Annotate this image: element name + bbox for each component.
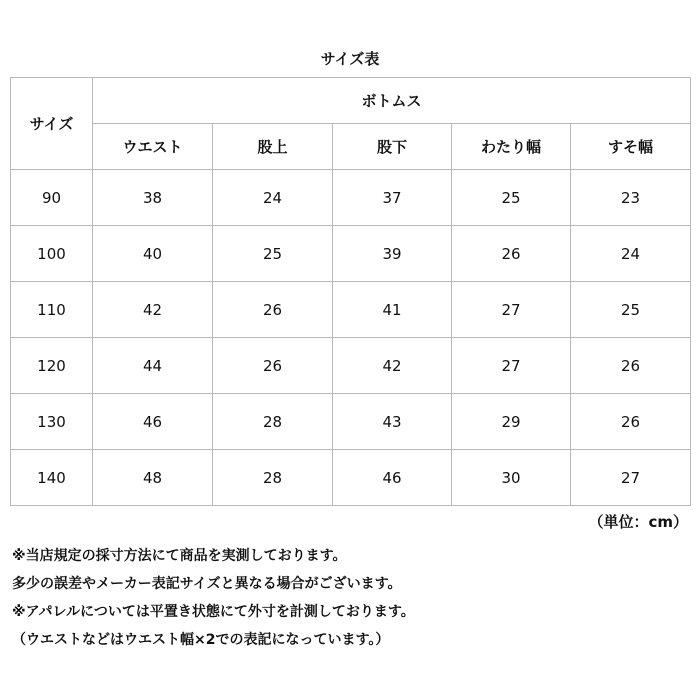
table-cell: 48 (93, 450, 213, 506)
table-cell: 42 (93, 282, 213, 338)
note-line: （ウエストなどはウエスト幅×2での表記になっています。） (12, 632, 390, 648)
size-cell: 120 (11, 338, 93, 394)
table-cell: 27 (452, 338, 571, 394)
size-cell: 100 (11, 226, 93, 282)
table-row (11, 226, 691, 282)
column-header-rise: 股上 (213, 124, 333, 170)
table-cell: 26 (213, 338, 333, 394)
size-cell: 140 (11, 450, 93, 506)
note-line: 多少の誤差やメーカー表記サイズと異なる場合がございます。 (12, 576, 402, 592)
table-cell: 26 (571, 394, 691, 450)
table-row (11, 394, 691, 450)
size-cell: 130 (11, 394, 93, 450)
table-cell: 26 (571, 338, 691, 394)
unit-label: （単位：cm） (588, 513, 688, 531)
note-line: ※当店規定の採寸方法にて商品を実測しております。 (12, 548, 347, 564)
table-cell: 23 (571, 170, 691, 226)
column-header-thigh-width: わたり幅 (452, 124, 571, 170)
table-cell: 44 (93, 338, 213, 394)
table-cell: 42 (333, 338, 452, 394)
table-row (11, 170, 691, 226)
table-cell: 24 (571, 226, 691, 282)
table-cell: 27 (452, 282, 571, 338)
group-header-bottoms: ボトムス (93, 78, 691, 124)
table-row (11, 450, 691, 506)
table-cell: 26 (213, 282, 333, 338)
size-cell: 90 (11, 170, 93, 226)
table-cell: 41 (333, 282, 452, 338)
table-cell: 25 (213, 226, 333, 282)
table-cell: 40 (93, 226, 213, 282)
column-header-hem-width: すそ幅 (571, 124, 691, 170)
table-cell: 46 (93, 394, 213, 450)
table-cell: 28 (213, 450, 333, 506)
size-header: サイズ (11, 78, 93, 170)
note-line: ※アパレルについては平置き状態にて外寸を計測しております。 (12, 604, 415, 620)
table-cell: 28 (213, 394, 333, 450)
table-cell: 26 (452, 226, 571, 282)
table-row (11, 338, 691, 394)
table-cell: 38 (93, 170, 213, 226)
column-header-waist: ウエスト (93, 124, 213, 170)
notes (12, 542, 692, 654)
table-cell: 39 (333, 226, 452, 282)
table-cell: 43 (333, 394, 452, 450)
table-cell: 29 (452, 394, 571, 450)
size-table (10, 77, 691, 506)
size-cell: 110 (11, 282, 93, 338)
table-cell: 30 (452, 450, 571, 506)
table-cell: 37 (333, 170, 452, 226)
page-title: サイズ表 (320, 50, 380, 68)
table-row (11, 282, 691, 338)
table-cell: 25 (571, 282, 691, 338)
table-cell: 27 (571, 450, 691, 506)
table-cell: 25 (452, 170, 571, 226)
table-cell: 24 (213, 170, 333, 226)
column-header-inseam: 股下 (333, 124, 452, 170)
table-cell: 46 (333, 450, 452, 506)
